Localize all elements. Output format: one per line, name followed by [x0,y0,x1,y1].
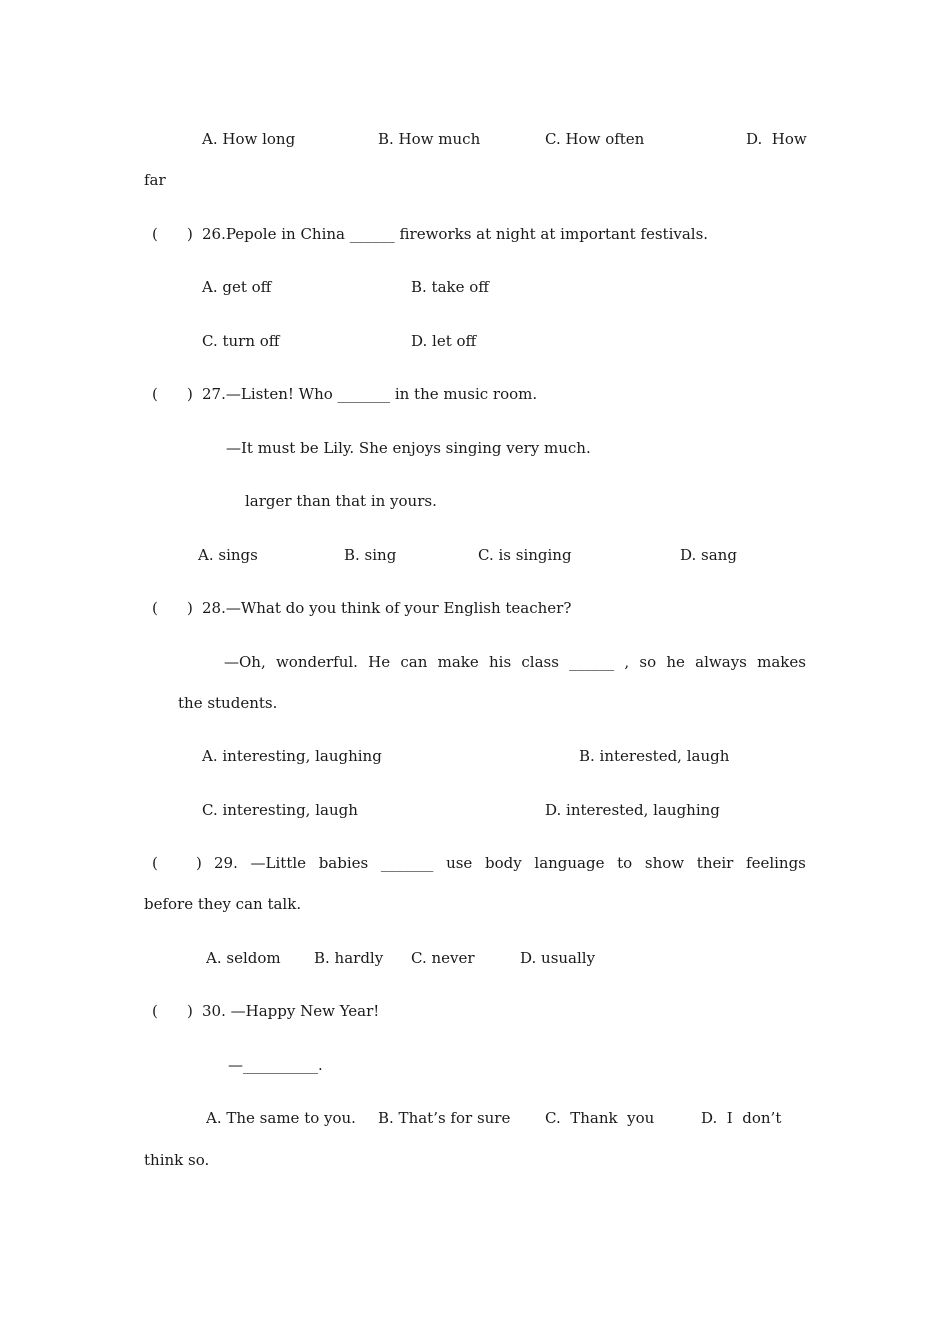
q26-stem: 26.Pepole in China ______ fireworks at night at important festivals. [202,225,709,243]
q29-stem-word: use [446,854,473,872]
q29-stem-word: show [644,854,685,872]
q30-option-a: A. The same to you. [206,1109,356,1127]
q29-stem-continued: before they can talk. [144,895,302,913]
q30-option-c: C. Thank you [545,1109,655,1127]
q28-reply-continued: the students. [178,694,278,712]
q29-stem-word: feelings [746,854,806,872]
q28-option-b: B. interested, laugh [579,747,730,765]
q30-stem: 30. —Happy New Year! [202,1002,380,1020]
q29-option-b: B. hardly [314,949,384,967]
q25-option-c: C. How often [545,130,645,148]
q28-answer-paren-open: ( [152,599,158,617]
q26-option-d: D. let off [411,332,477,350]
q26-answer-paren-open: ( [152,225,158,243]
q28-reply-word: , [624,653,630,671]
q27-extra-line: larger than that in yours. [245,492,437,510]
q30-reply-blank: —__________. [228,1056,323,1074]
q29-stem-word: to [617,854,633,872]
q29-stem-word: body [485,854,522,872]
q29-stem-blank: _______ [380,854,434,872]
q27-reply: —It must be Lily. She enjoys singing very much. [226,439,591,457]
q28-reply-word: makes [757,653,806,671]
q28-reply-word: he [666,653,685,671]
q27-option-c: C. is singing [478,546,572,564]
q28-reply-word: wonderful. [275,653,358,671]
q28-reply-word: He [368,653,391,671]
q28-reply-word: so [639,653,657,671]
q27-stem: 27.—Listen! Who _______ in the music room. [202,385,538,403]
q29-option-c: C. never [411,949,475,967]
q25-option-b: B. How much [378,130,481,148]
q25-option-d: D. How [746,130,807,148]
q27-option-d: D. sang [680,546,737,564]
q27-answer-paren-open: ( [152,385,158,403]
q28-reply-word: make [437,653,479,671]
q27-answer-paren-close: ) [187,385,193,403]
q27-option-b: B. sing [344,546,397,564]
q29-answer-paren-close: ) [196,854,202,872]
q26-option-a: A. get off [202,278,272,296]
q29-stem-word: —Little [250,854,307,872]
q29-option-a: A. seldom [206,949,281,967]
q28-reply [224,653,806,671]
q30-option-b: B. That’s for sure [378,1109,511,1127]
q28-option-d: D. interested, laughing [545,801,720,819]
q29-stem-word: language [534,854,605,872]
q28-answer-paren-close: ) [187,599,193,617]
q30-answer-paren-close: ) [187,1002,193,1020]
q28-reply-word: always [695,653,747,671]
q28-option-a: A. interesting, laughing [202,747,382,765]
q30-option-d: D. I don’t [701,1109,782,1127]
q30-answer-paren-open: ( [152,1002,158,1020]
q25-option-a: A. How long [202,130,296,148]
q29-stem-word: babies [318,854,369,872]
q27-option-a: A. sings [198,546,258,564]
q29-stem-word: 29. [214,854,238,872]
q28-stem: 28.—What do you think of your English teacher? [202,599,572,617]
q26-option-c: C. turn off [202,332,280,350]
q26-option-b: B. take off [411,278,489,296]
q28-reply-word: can [400,653,428,671]
q29-option-d: D. usually [520,949,596,967]
q28-reply-word: his [489,653,512,671]
q25-option-d-continued: far [144,171,166,189]
q28-option-c: C. interesting, laugh [202,801,358,819]
q29-answer-paren-open: ( [152,854,158,872]
q30-option-d-continued: think so. [144,1151,210,1169]
q29-stem-word: their [696,854,734,872]
q28-reply-word: class [521,653,559,671]
q28-reply-word: —Oh, [224,653,266,671]
q28-reply-blank: ______ [569,653,615,671]
q26-answer-paren-close: ) [187,225,193,243]
q29-stem [214,854,806,872]
